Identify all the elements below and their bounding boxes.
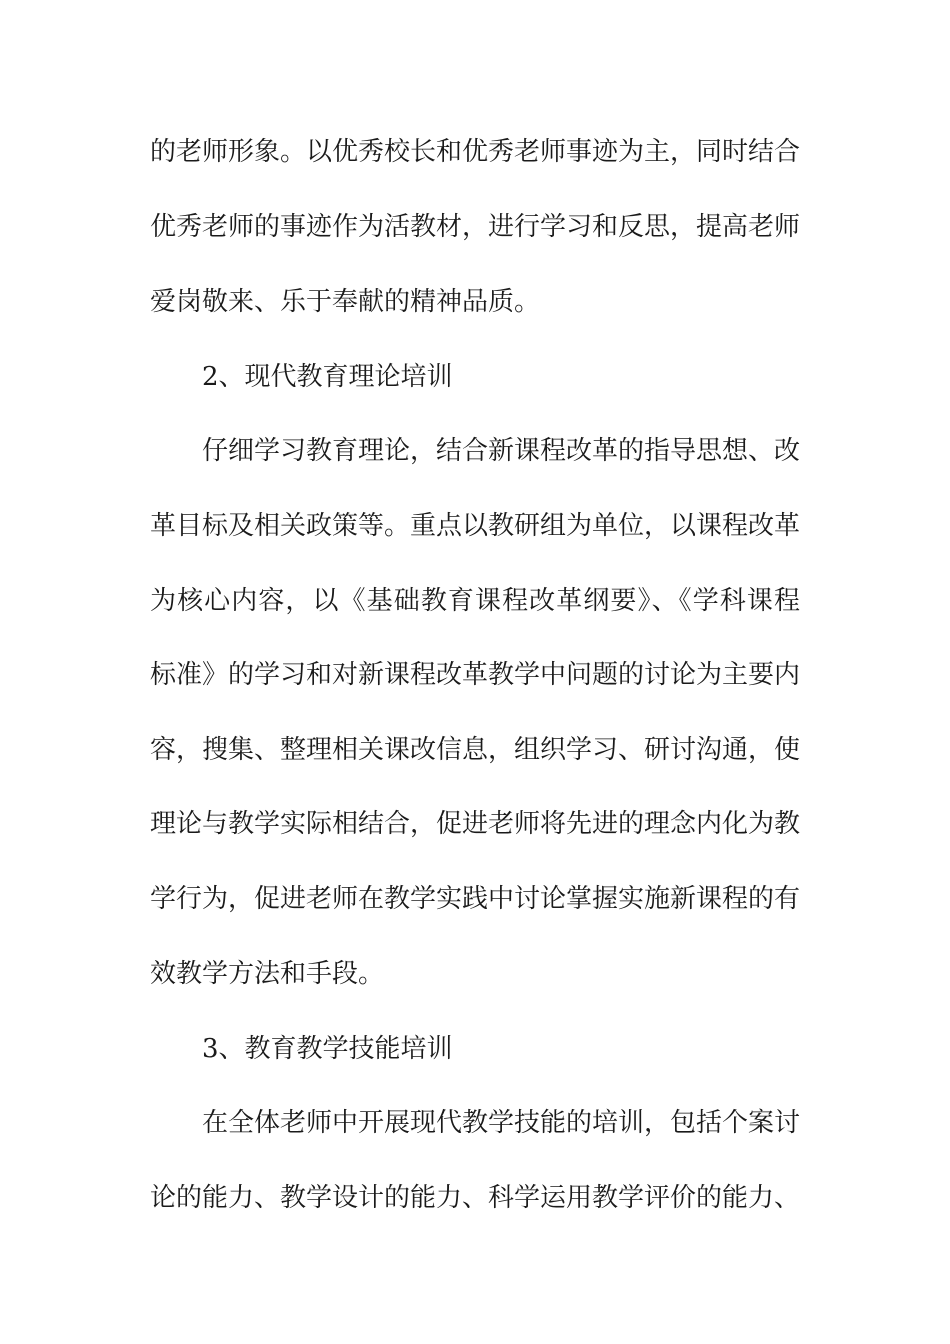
paragraph-line: 的老师形象。以优秀校长和优秀老师事迹为主，同时结合 bbox=[150, 137, 800, 167]
paragraph-line: 仔细学习教育理论，结合新课程改革的指导思想、改 bbox=[202, 436, 800, 466]
paragraph-line: 在全体老师中开展现代教学技能的培训，包括个案讨 bbox=[202, 1108, 800, 1138]
paragraph-line: 革目标及相关政策等。重点以教研组为单位，以课程改革 bbox=[150, 511, 800, 541]
paragraph-line: 标准》的学习和对新课程改革教学中问题的讨论为主要内 bbox=[150, 660, 800, 690]
paragraph-line: 爱岗敬来、乐于奉献的精神品质。 bbox=[150, 287, 541, 317]
paragraph-line: 优秀老师的事迹作为活教材，进行学习和反思，提高老师 bbox=[150, 212, 800, 242]
paragraph-line: 论的能力、教学设计的能力、科学运用教学评价的能力、 bbox=[150, 1183, 800, 1213]
paragraph-line: 为核心内容，以《基础教育课程改革纲要》、《学科课程 bbox=[150, 586, 800, 616]
section-heading: 3、教育教学技能培训 bbox=[202, 1034, 453, 1064]
paragraph-line: 学行为，促进老师在教学实践中讨论掌握实施新课程的有 bbox=[150, 884, 800, 914]
section-heading: 2、现代教育理论培训 bbox=[202, 362, 453, 392]
paragraph-line: 理论与教学实际相结合，促进老师将先进的理念内化为教 bbox=[150, 809, 800, 839]
paragraph-line: 容，搜集、整理相关课改信息，组织学习、研讨沟通，使 bbox=[150, 735, 800, 765]
paragraph-line: 效教学方法和手段。 bbox=[150, 959, 385, 989]
